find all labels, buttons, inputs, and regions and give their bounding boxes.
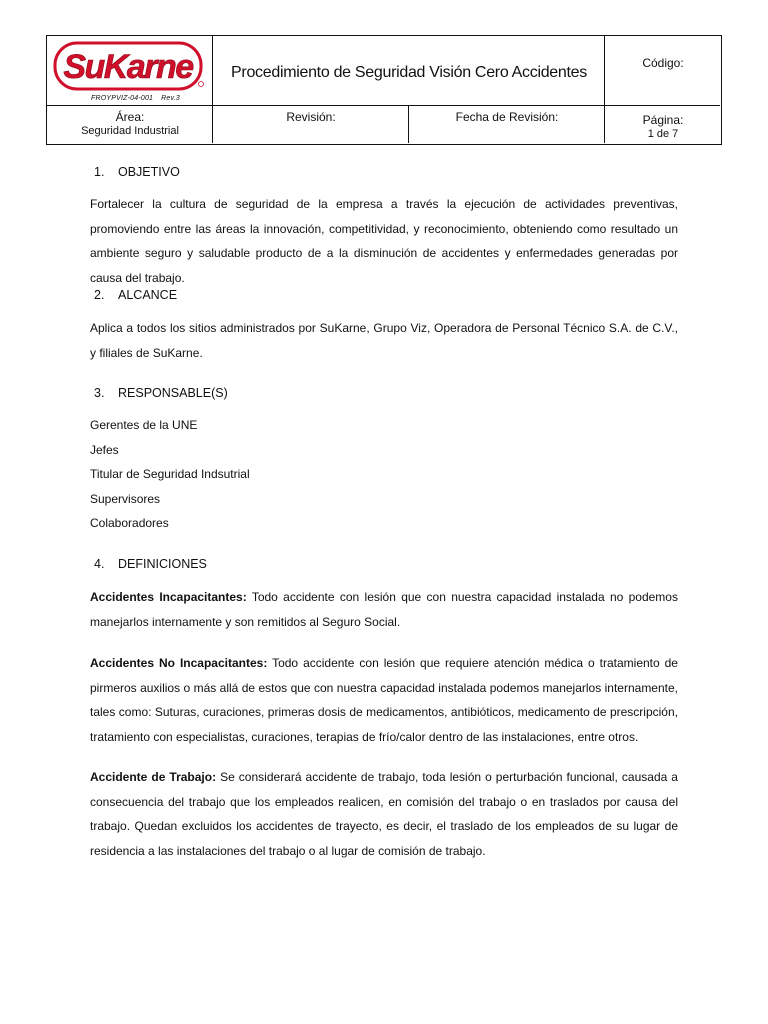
section-heading-responsables xyxy=(94,386,228,400)
section-title: DEFINICIONES xyxy=(118,557,207,571)
area-cell xyxy=(47,106,213,144)
section-number: 2. xyxy=(94,288,105,302)
form-code-number: FROYPVIZ-04-001 xyxy=(91,95,154,102)
codigo-cell xyxy=(605,36,721,106)
definition-term: Accidente de Trabajo: xyxy=(90,770,217,784)
document-header xyxy=(46,35,722,145)
form-code xyxy=(91,95,180,102)
area-label: Área: xyxy=(115,110,145,124)
section-heading-alcance xyxy=(94,288,177,302)
revision-cell xyxy=(213,106,409,144)
section-number: 4. xyxy=(94,557,105,571)
fecha-revision-cell xyxy=(409,106,605,144)
definition-no-incapacitantes xyxy=(90,651,678,749)
title-cell xyxy=(213,36,605,106)
list-item: Colaboradores xyxy=(90,516,169,530)
list-item: Jefes xyxy=(90,443,119,457)
objetivo-text: Fortalecer la cultura de seguridad de la empresa a través la ejecución de actividades preventivas, promoviendo entre las áreas la innovación, competitividad, y reconocimiento, obteniendo como resultado un ambiente seguro y saludable producto de a la disminución de accidentes y enfermedades generadas por causa del trabajo. xyxy=(90,197,678,285)
section-heading-definiciones xyxy=(94,557,207,571)
definition-incapacitantes xyxy=(90,585,678,634)
list-item: Gerentes de la UNE xyxy=(90,418,198,432)
sukarne-logo xyxy=(53,40,205,92)
logo-wordmark: SuKarne xyxy=(63,48,193,86)
definition-text: Todo accidente con lesión que con nuestra capacidad instalada no podemos manejarlos internamente y son remitidos al Seguro Social. xyxy=(90,590,678,629)
pagina-label: Página: xyxy=(642,113,684,127)
list-item: Supervisores xyxy=(90,492,161,506)
section-title: ALCANCE xyxy=(118,288,178,302)
area-value: Seguridad Industrial xyxy=(81,125,179,137)
form-revision: Rev.3 xyxy=(161,95,180,102)
definition-text: Se considerará accidente de trabajo, toda lesión o perturbación funcional, causada a consecuencia del trabajo que los empleados realicen, en comisión del trabajo o en traslados por causa del trabajo. Quedan excluidos los accidentes de trayecto, es decir, el traslado de los empleados de su lugar de residencia a las instalaciones del trabajo o al lugar de comisión de trabajo. xyxy=(90,770,678,858)
section-heading-objetivo xyxy=(94,165,180,179)
logo-cell xyxy=(47,36,213,106)
pagina-cell xyxy=(605,106,721,144)
pagina-value: 1 de 7 xyxy=(647,128,679,140)
alcance-text: Aplica a todos los sitios administrados por SuKarne, Grupo Viz, Operadora de Personal Técnico S.A. de C.V., y filiales de SuKarne. xyxy=(90,321,678,360)
definition-accidente-trabajo xyxy=(90,765,678,863)
section-number: 1. xyxy=(94,165,105,179)
section-title: RESPONSABLE(S) xyxy=(118,386,228,400)
section-title: OBJETIVO xyxy=(118,165,180,179)
document-title: Procedimiento de Seguridad Visión Cero Accidentes xyxy=(231,64,587,81)
list-item: Titular de Seguridad Indsutrial xyxy=(90,467,250,481)
codigo-label: Código: xyxy=(642,56,684,70)
definition-term: Accidentes No Incapacitantes: xyxy=(90,656,268,670)
section-number: 3. xyxy=(94,386,105,400)
revision-label: Revisión: xyxy=(286,110,336,124)
definition-term: Accidentes Incapacitantes: xyxy=(90,590,247,604)
fecha-revision-label: Fecha de Revisión: xyxy=(455,110,559,124)
definition-text: Todo accidente con lesión que requiere atención médica o tratamiento de pirmeros auxilios o más allá de estos que con nuestra capacidad instalada podemos manejarlos internamente, tales como: Suturas, curaciones, primeras dosis de medicamentos, antibióticos, medicamento de prescripción, tratamiento con especialistas, curaciones, terapias de frío/calor dentro de las instalaciones, entre otros. xyxy=(90,656,678,744)
